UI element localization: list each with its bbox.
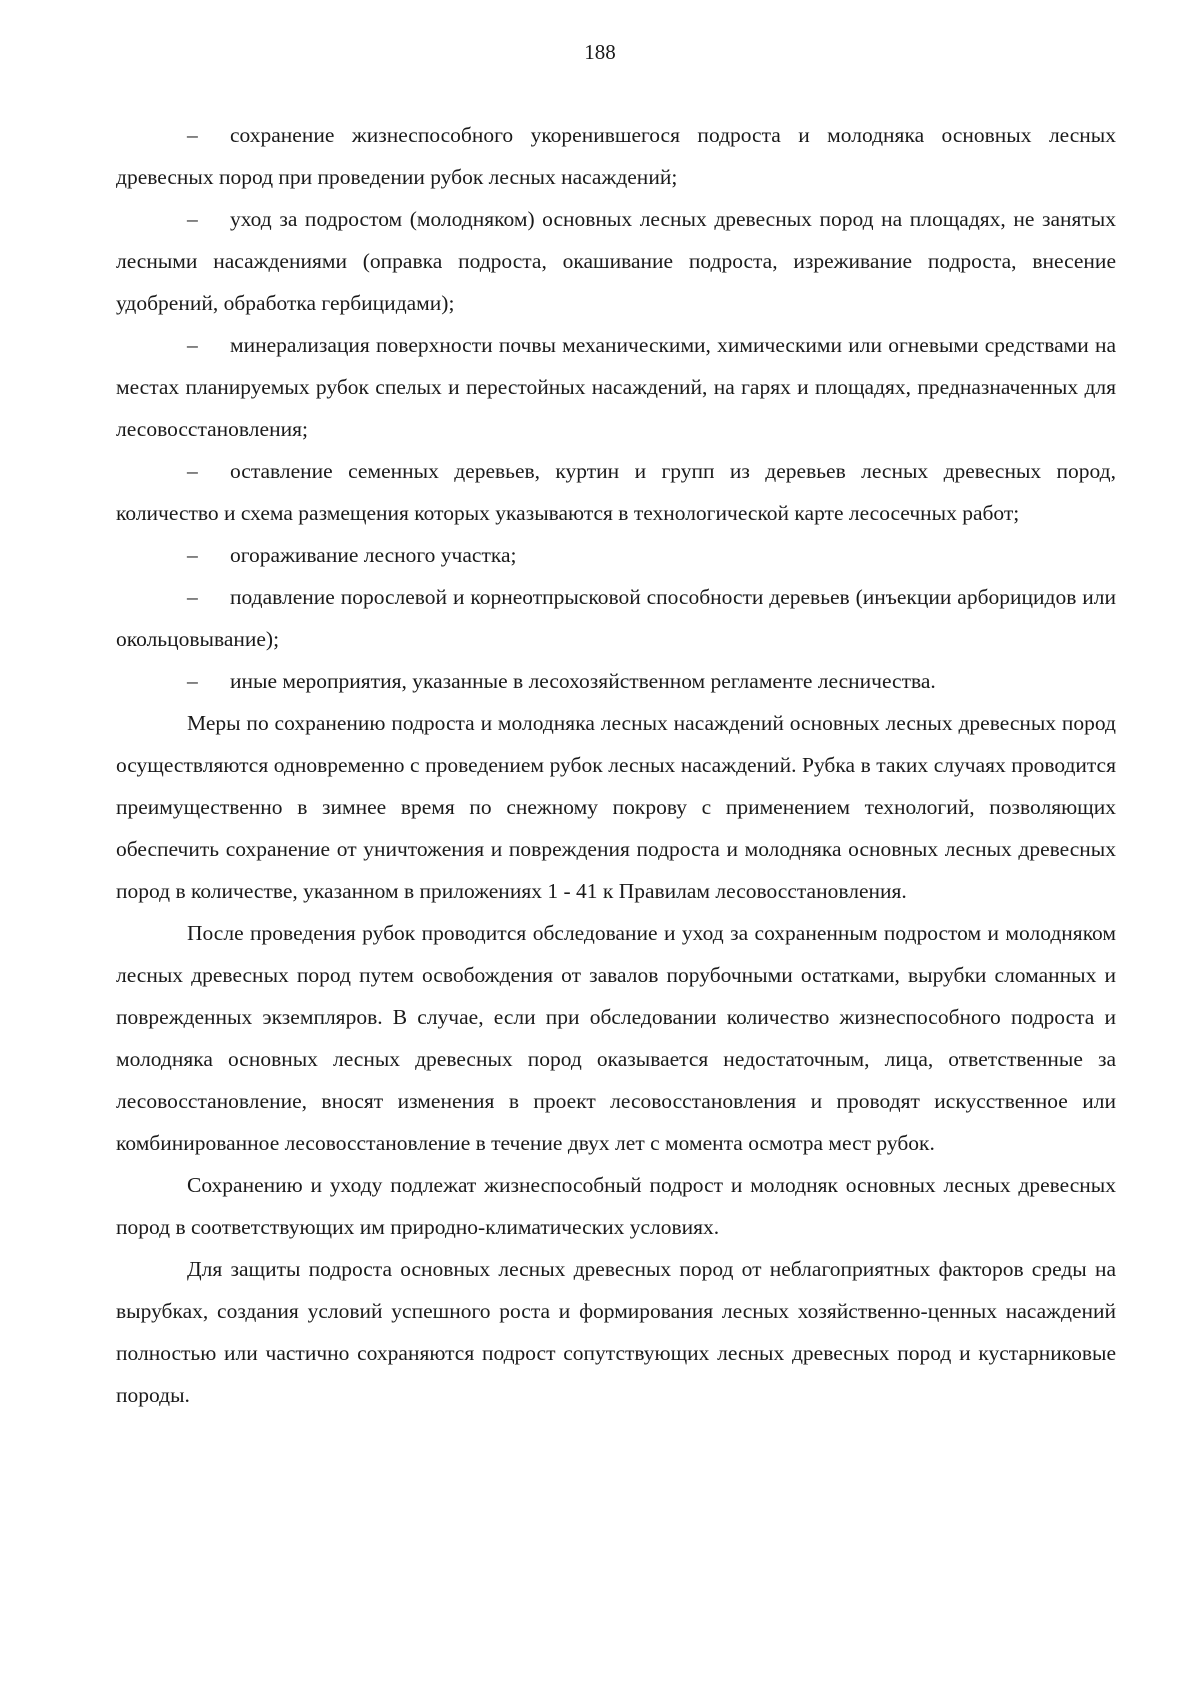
list-item-text: подавление порослевой и корнеотпрысковой способности деревьев (инъекции арборицидов или окольцовывание);	[116, 585, 1116, 651]
list-item	[116, 576, 1116, 660]
list-item-text: уход за подростом (молодняком) основных лесных древесных пород на площадях, не занятых лесными насаждениями (оправка подроста, окашивание подроста, изреживание подроста, внесение удобрений, обработка гербицидами);	[116, 207, 1116, 315]
body-text	[116, 114, 1116, 1416]
list-dash: –	[187, 207, 198, 231]
list-item-text: иные мероприятия, указанные в лесохозяйственном регламенте лесничества.	[230, 669, 936, 693]
paragraph: После проведения рубок проводится обследование и уход за сохраненным подростом и молодняком лесных древесных пород путем освобождения от завалов порубочными остатками, вырубки сломанных и поврежденных экземпляров. В случае, если при обследовании количество жизнеспособного подроста и молодняка основных лесных древесных пород оказывается недостаточным, лица, ответственные за лесовосстановление, вносят изменения в проект лесовосстановления и проводят искусственное или комбинированное лесовосстановление в течение двух лет с момента осмотра мест рубок.	[116, 921, 1116, 1155]
list-dash: –	[187, 585, 198, 609]
list-item-text: огораживание лесного участка;	[230, 543, 517, 567]
list-item-text: сохранение жизнеспособного укоренившегося подроста и молодняка основных лесных древесных пород при проведении рубок лесных насаждений;	[116, 123, 1116, 189]
list-dash: –	[187, 669, 198, 693]
list-item	[116, 450, 1116, 534]
paragraph: Для защиты подроста основных лесных древесных пород от неблагоприятных факторов среды на вырубках, создания условий успешного роста и формирования лесных хозяйственно-ценных насаждений полностью или частично сохраняются подрост сопутствующих лесных древесных пород и кустарниковые породы.	[116, 1257, 1116, 1407]
list-item	[116, 534, 1116, 576]
list-dash: –	[187, 459, 198, 483]
list-item	[116, 198, 1116, 324]
page-number: 188	[584, 40, 616, 64]
list-item-text: оставление семенных деревьев, куртин и групп из деревьев лесных древесных пород, количество и схема размещения которых указываются в технологической карте лесосечных работ;	[116, 459, 1116, 525]
list-dash: –	[187, 543, 198, 567]
list-dash: –	[187, 333, 198, 357]
list-item	[116, 660, 1116, 702]
list-item-text: минерализация поверхности почвы механическими, химическими или огневыми средствами на местах планируемых рубок спелых и перестойных насаждений, на гарях и площадях, предназначенных для лесовосстановления;	[116, 333, 1116, 441]
list-dash: –	[187, 123, 198, 147]
list-item	[116, 114, 1116, 198]
paragraph: Меры по сохранению подроста и молодняка лесных насаждений основных лесных древесных пород осуществляются одновременно с проведением рубок лесных насаждений. Рубка в таких случаях проводится преимущественно в зимнее время по снежному покрову с применением технологий, позволяющих обеспечить сохранение от уничтожения и повреждения подроста и молодняка основных лесных древесных пород в количестве, указанном в приложениях 1 - 41 к Правилам лесовосстановления.	[116, 711, 1116, 903]
paragraph: Сохранению и уходу подлежат жизнеспособный подрост и молодняк основных лесных древесных пород в соответствующих им природно-климатических условиях.	[116, 1173, 1116, 1239]
list-item	[116, 324, 1116, 450]
